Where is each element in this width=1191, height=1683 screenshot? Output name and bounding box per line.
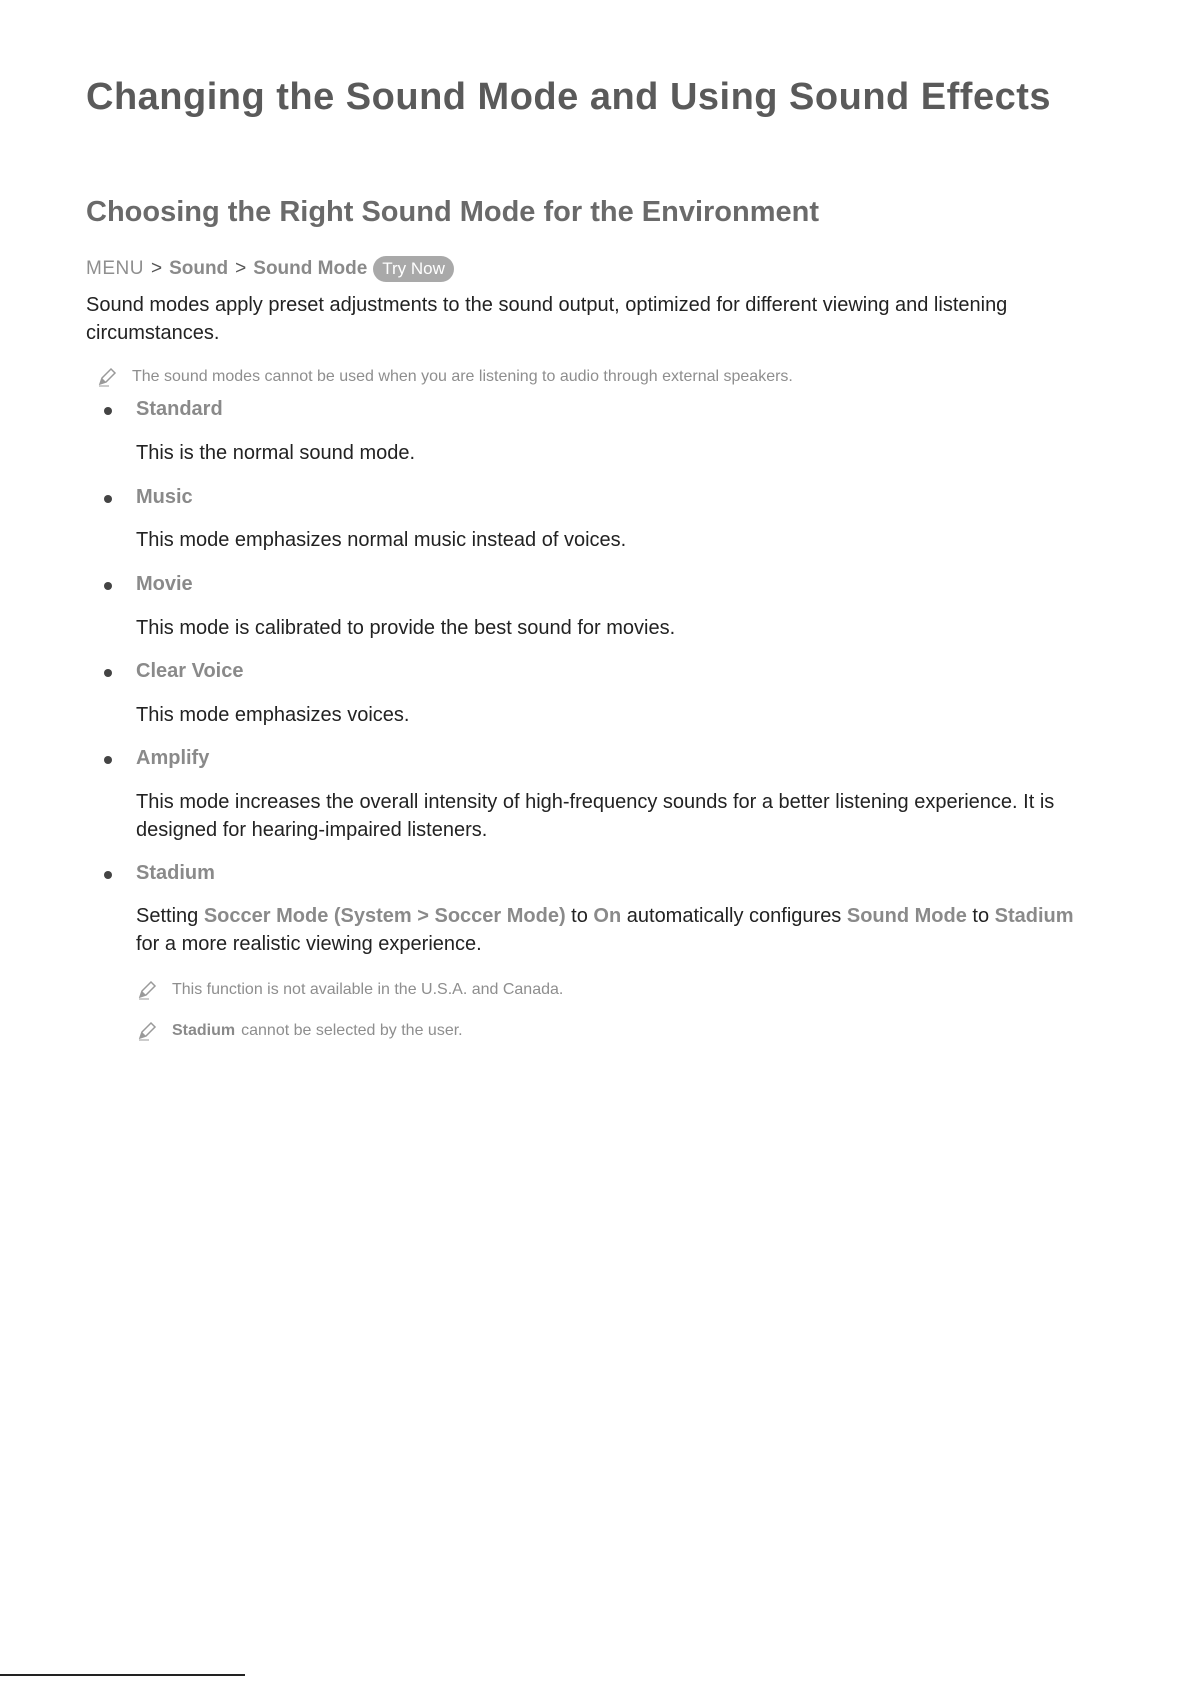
bullet <box>104 407 112 415</box>
item-title-movie: Movie <box>136 573 193 595</box>
footer-rule <box>0 1674 245 1676</box>
bullet <box>104 669 112 677</box>
try-now-button[interactable]: Try Now <box>373 256 454 282</box>
pencil-icon <box>96 366 118 388</box>
stadium-term: Stadium <box>172 1022 236 1039</box>
system-soccer-mode-path: (System > Soccer Mode) <box>333 905 566 927</box>
item-desc-stadium <box>136 902 1096 958</box>
stadium-note-2 <box>136 1020 463 1042</box>
item-title-stadium: Stadium <box>136 862 215 884</box>
pencil-icon <box>136 979 158 1001</box>
breadcrumb <box>86 256 454 282</box>
bullet <box>104 582 112 590</box>
note <box>96 366 793 388</box>
item-desc-standard: This is the normal sound mode. <box>136 442 416 464</box>
note-text: The sound modes cannot be used when you are listening to audio through external speakers. <box>132 368 793 385</box>
bullet <box>104 756 112 764</box>
breadcrumb-menu: MENU <box>86 258 144 279</box>
desc-text: automatically configures <box>621 905 847 927</box>
desc-text: Setting <box>136 905 204 927</box>
sound-mode-term: Sound Mode <box>846 905 967 927</box>
desc-text: for a more realistic viewing experience. <box>136 933 482 955</box>
item-title-amplify: Amplify <box>136 747 210 769</box>
item-title-clear-voice: Clear Voice <box>136 660 244 682</box>
breadcrumb-separator: > <box>150 258 163 279</box>
breadcrumb-sound-mode: Sound Mode <box>253 258 368 279</box>
breadcrumb-separator: > <box>235 258 247 279</box>
item-desc-clear-voice: This mode emphasizes voices. <box>136 704 410 726</box>
breadcrumb-sound: Sound <box>169 258 229 279</box>
pencil-icon <box>136 1020 158 1042</box>
stadium-note-1 <box>136 979 563 1001</box>
intro-paragraph: Sound modes apply preset adjustments to the sound output, optimized for different viewing and listening circumstances. <box>86 294 1008 344</box>
bullet <box>104 871 112 879</box>
note-text: cannot be selected by the user. <box>241 1022 463 1039</box>
item-desc-movie: This mode is calibrated to provide the best sound for movies. <box>136 617 676 639</box>
desc-text: to <box>565 905 594 927</box>
item-title-standard: Standard <box>136 398 223 420</box>
section-title: Choosing the Right Sound Mode for the Environment <box>86 196 820 228</box>
stadium-term: Stadium <box>994 905 1074 927</box>
item-desc-amplify: This mode increases the overall intensity of high-frequency sounds for a better listening experience. It is designed for hearing-impaired listeners. <box>136 791 1055 841</box>
item-desc-music: This mode emphasizes normal music instead of voices. <box>136 529 627 551</box>
on-value: On <box>593 905 622 927</box>
bullet <box>104 495 112 503</box>
page-title: Changing the Sound Mode and Using Sound Effects <box>86 76 1052 118</box>
note-text: This function is not available in the U.S.A. and Canada. <box>172 981 564 998</box>
item-title-music: Music <box>136 486 193 508</box>
soccer-mode-link: Soccer Mode <box>203 905 329 927</box>
desc-text: to <box>966 905 995 927</box>
